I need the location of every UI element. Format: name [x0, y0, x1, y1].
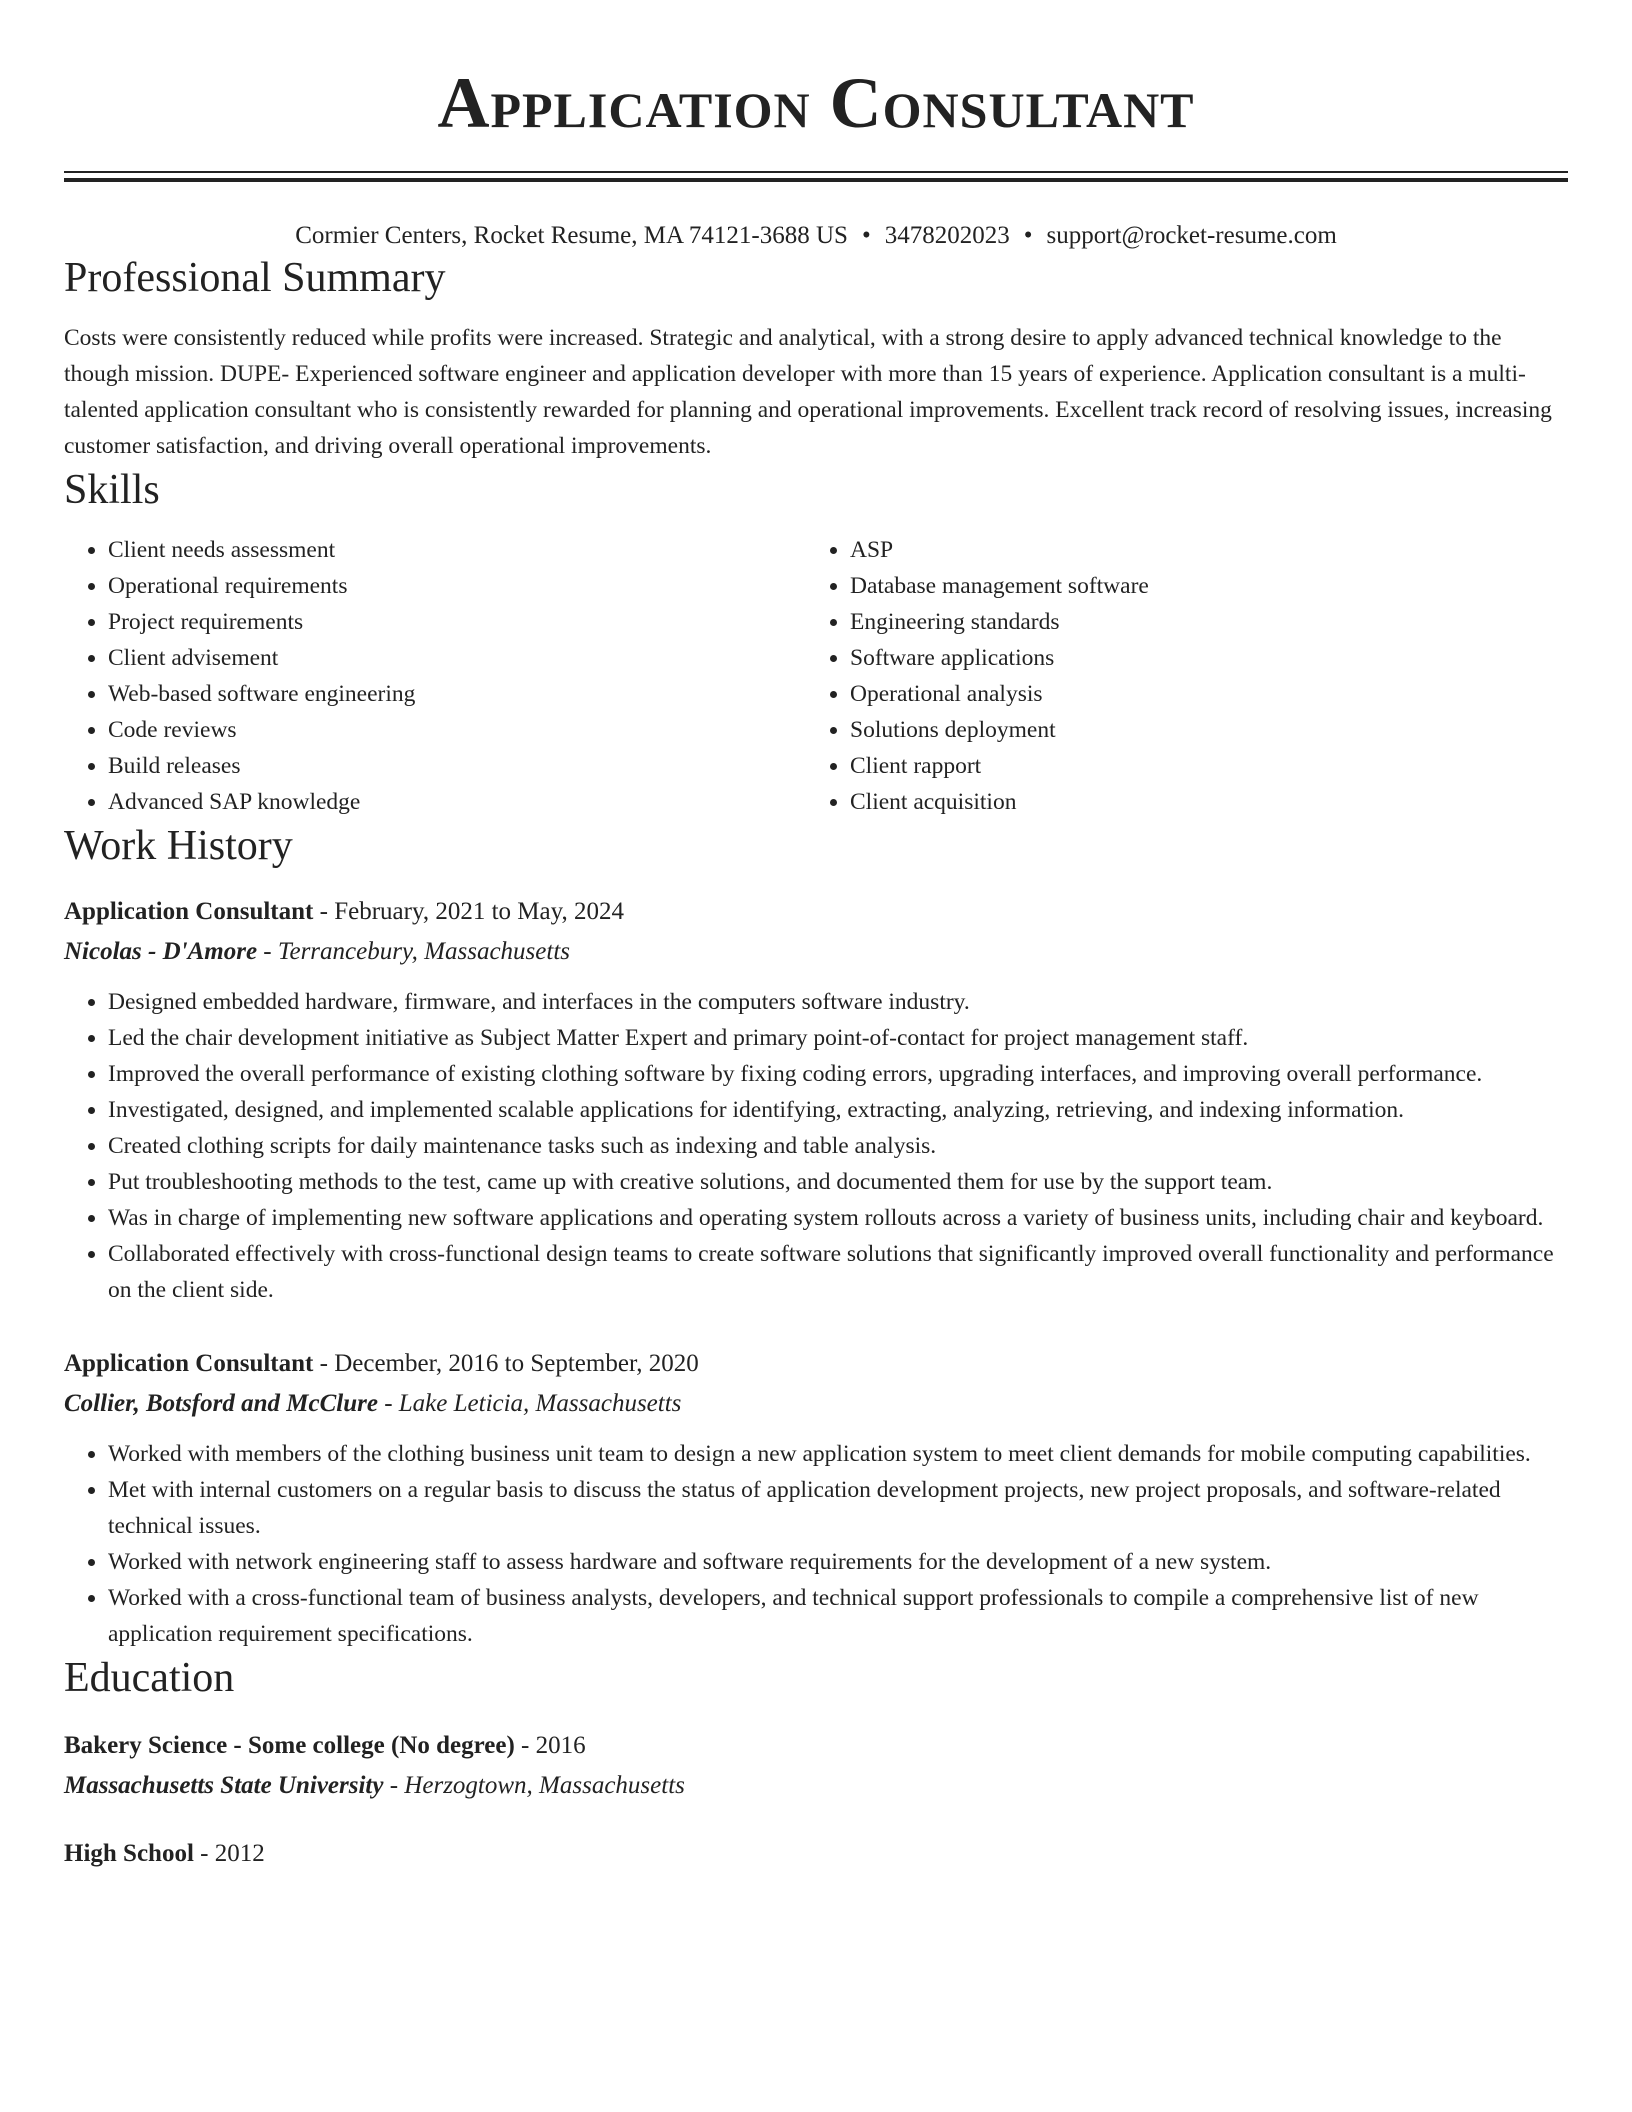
resume-page [64, 0, 1568, 1874]
skill-item: • Code reviews [108, 712, 806, 748]
school-name: Massachusetts State University [64, 1772, 384, 1799]
employer-line [64, 932, 1568, 972]
skill-item: • Client rapport [850, 748, 1548, 784]
contact-line [64, 220, 1568, 252]
skill-item: • Operational analysis [850, 676, 1548, 712]
skill-item: • Engineering standards [850, 604, 1548, 640]
job-title-line [64, 892, 1568, 932]
duty-item: • Investigated, designed, and implemented scalable applications for identifying, extracting, analyzing, retrieving, and indexing information. [108, 1092, 1568, 1128]
skills-list-right [806, 532, 1548, 820]
contact-separator: • [1023, 222, 1033, 249]
duty-item: • Worked with a cross-functional team of business analysts, developers, and technical support professionals to compile a comprehensive list of new application requirement specifications. [108, 1580, 1568, 1652]
employer-location: - Lake Leticia, Massachusetts [377, 1390, 682, 1417]
degree-name: High School [64, 1840, 194, 1867]
duty-item: • Collaborated effectively with cross-functional design teams to create software solutions that significantly improved overall functionality and performance on the client side. [108, 1236, 1568, 1308]
duty-item: • Was in charge of implementing new software applications and operating system rollouts across a variety of business units, including chair and keyboard. [108, 1200, 1568, 1236]
skill-item: • Client needs assessment [108, 532, 806, 568]
skill-item: • Operational requirements [108, 568, 806, 604]
education-entry [64, 1834, 1568, 1874]
skill-item: • Advanced SAP knowledge [108, 784, 806, 820]
duty-item: • Worked with network engineering staff to assess hardware and software requirements for the development of a new system. [108, 1544, 1568, 1580]
skill-item: • Build releases [108, 748, 806, 784]
degree-line [64, 1834, 1568, 1874]
contact-address: Cormier Centers, Rocket Resume, MA 74121-3688 US [295, 222, 848, 249]
duty-item: • Worked with members of the clothing business unit team to design a new application system to meet client demands for mobile computing capabilities. [108, 1436, 1568, 1472]
duty-item: • Led the chair development initiative as Subject Matter Expert and primary point-of-contact for project management staff. [108, 1020, 1568, 1056]
skill-item: • Database management software [850, 568, 1548, 604]
education-entry [64, 1726, 1568, 1806]
skill-item: • Web-based software engineering [108, 676, 806, 712]
employer-name: Nicolas - D'Amore [64, 938, 258, 965]
skill-item: • Client acquisition [850, 784, 1548, 820]
skill-item: • Solutions deployment [850, 712, 1548, 748]
job-dates: - December, 2016 to September, 2020 [313, 1350, 699, 1377]
school-location: - Herzogtown, Massachusetts [383, 1772, 685, 1799]
skills-columns [64, 532, 1568, 820]
job-title: Application Consultant [64, 898, 314, 925]
skill-item: • Software applications [850, 640, 1548, 676]
skill-item: • Client advisement [108, 640, 806, 676]
job-dates: - February, 2021 to May, 2024 [313, 898, 624, 925]
skills-list-left [64, 532, 806, 820]
duty-item: • Put troubleshooting methods to the test, came up with creative solutions, and documented them for use by the support team. [108, 1164, 1568, 1200]
job-title-line [64, 1344, 1568, 1384]
summary-text: Costs were consistently reduced while profits were increased. Strategic and analytical, with a strong desire to apply advanced technical knowledge to the though mission. DUPE- Experienced software engineer and application developer with more than 15 years of experience. Application consultant is a multi-talented application consultant who is consistently rewarded for planning and operational improvements. Excellent track record of resolving issues, increasing customer satisfaction, and driving overall operational improvements. [64, 325, 1552, 459]
contact-separator: • [861, 222, 871, 249]
education-heading: Education [64, 1655, 235, 1701]
title-rule-thick [64, 178, 1568, 182]
title-rule-thin [64, 171, 1568, 173]
duty-item: • Met with internal customers on a regular basis to discuss the status of application development projects, new project proposals, and software-related technical issues. [108, 1472, 1568, 1544]
job-title: Application Consultant [64, 1350, 314, 1377]
employer-name: Collier, Botsford and McClure [64, 1390, 378, 1417]
degree-year: - 2012 [193, 1840, 265, 1867]
degree-line [64, 1726, 1568, 1766]
job-duties [64, 984, 1568, 1308]
school-line [64, 1766, 1568, 1806]
employer-location: - Terrancebury, Massachusetts [257, 938, 570, 965]
employer-line [64, 1384, 1568, 1424]
contact-phone: 3478202023 [884, 222, 1010, 249]
job-entry [64, 1344, 1568, 1652]
degree-year: - 2016 [514, 1732, 586, 1759]
degree-name: Bakery Science - Some college (No degree) [64, 1732, 515, 1759]
duty-item: • Improved the overall performance of existing clothing software by fixing coding errors, upgrading interfaces, and improving overall performance. [108, 1056, 1568, 1092]
job-entry [64, 892, 1568, 1308]
skill-item: • Project requirements [108, 604, 806, 640]
duty-item: • Created clothing scripts for daily maintenance tasks such as indexing and table analysis. [108, 1128, 1568, 1164]
duty-item: • Designed embedded hardware, firmware, and interfaces in the computers software industry. [108, 984, 1568, 1020]
job-duties [64, 1436, 1568, 1652]
contact-email: support@rocket-resume.com [1046, 222, 1337, 249]
summary-heading: Professional Summary [64, 255, 446, 301]
work-history-heading: Work History [64, 823, 293, 869]
page-title: Application Consultant [437, 63, 1195, 143]
skill-item: • ASP [850, 532, 1548, 568]
skills-heading: Skills [64, 467, 160, 513]
